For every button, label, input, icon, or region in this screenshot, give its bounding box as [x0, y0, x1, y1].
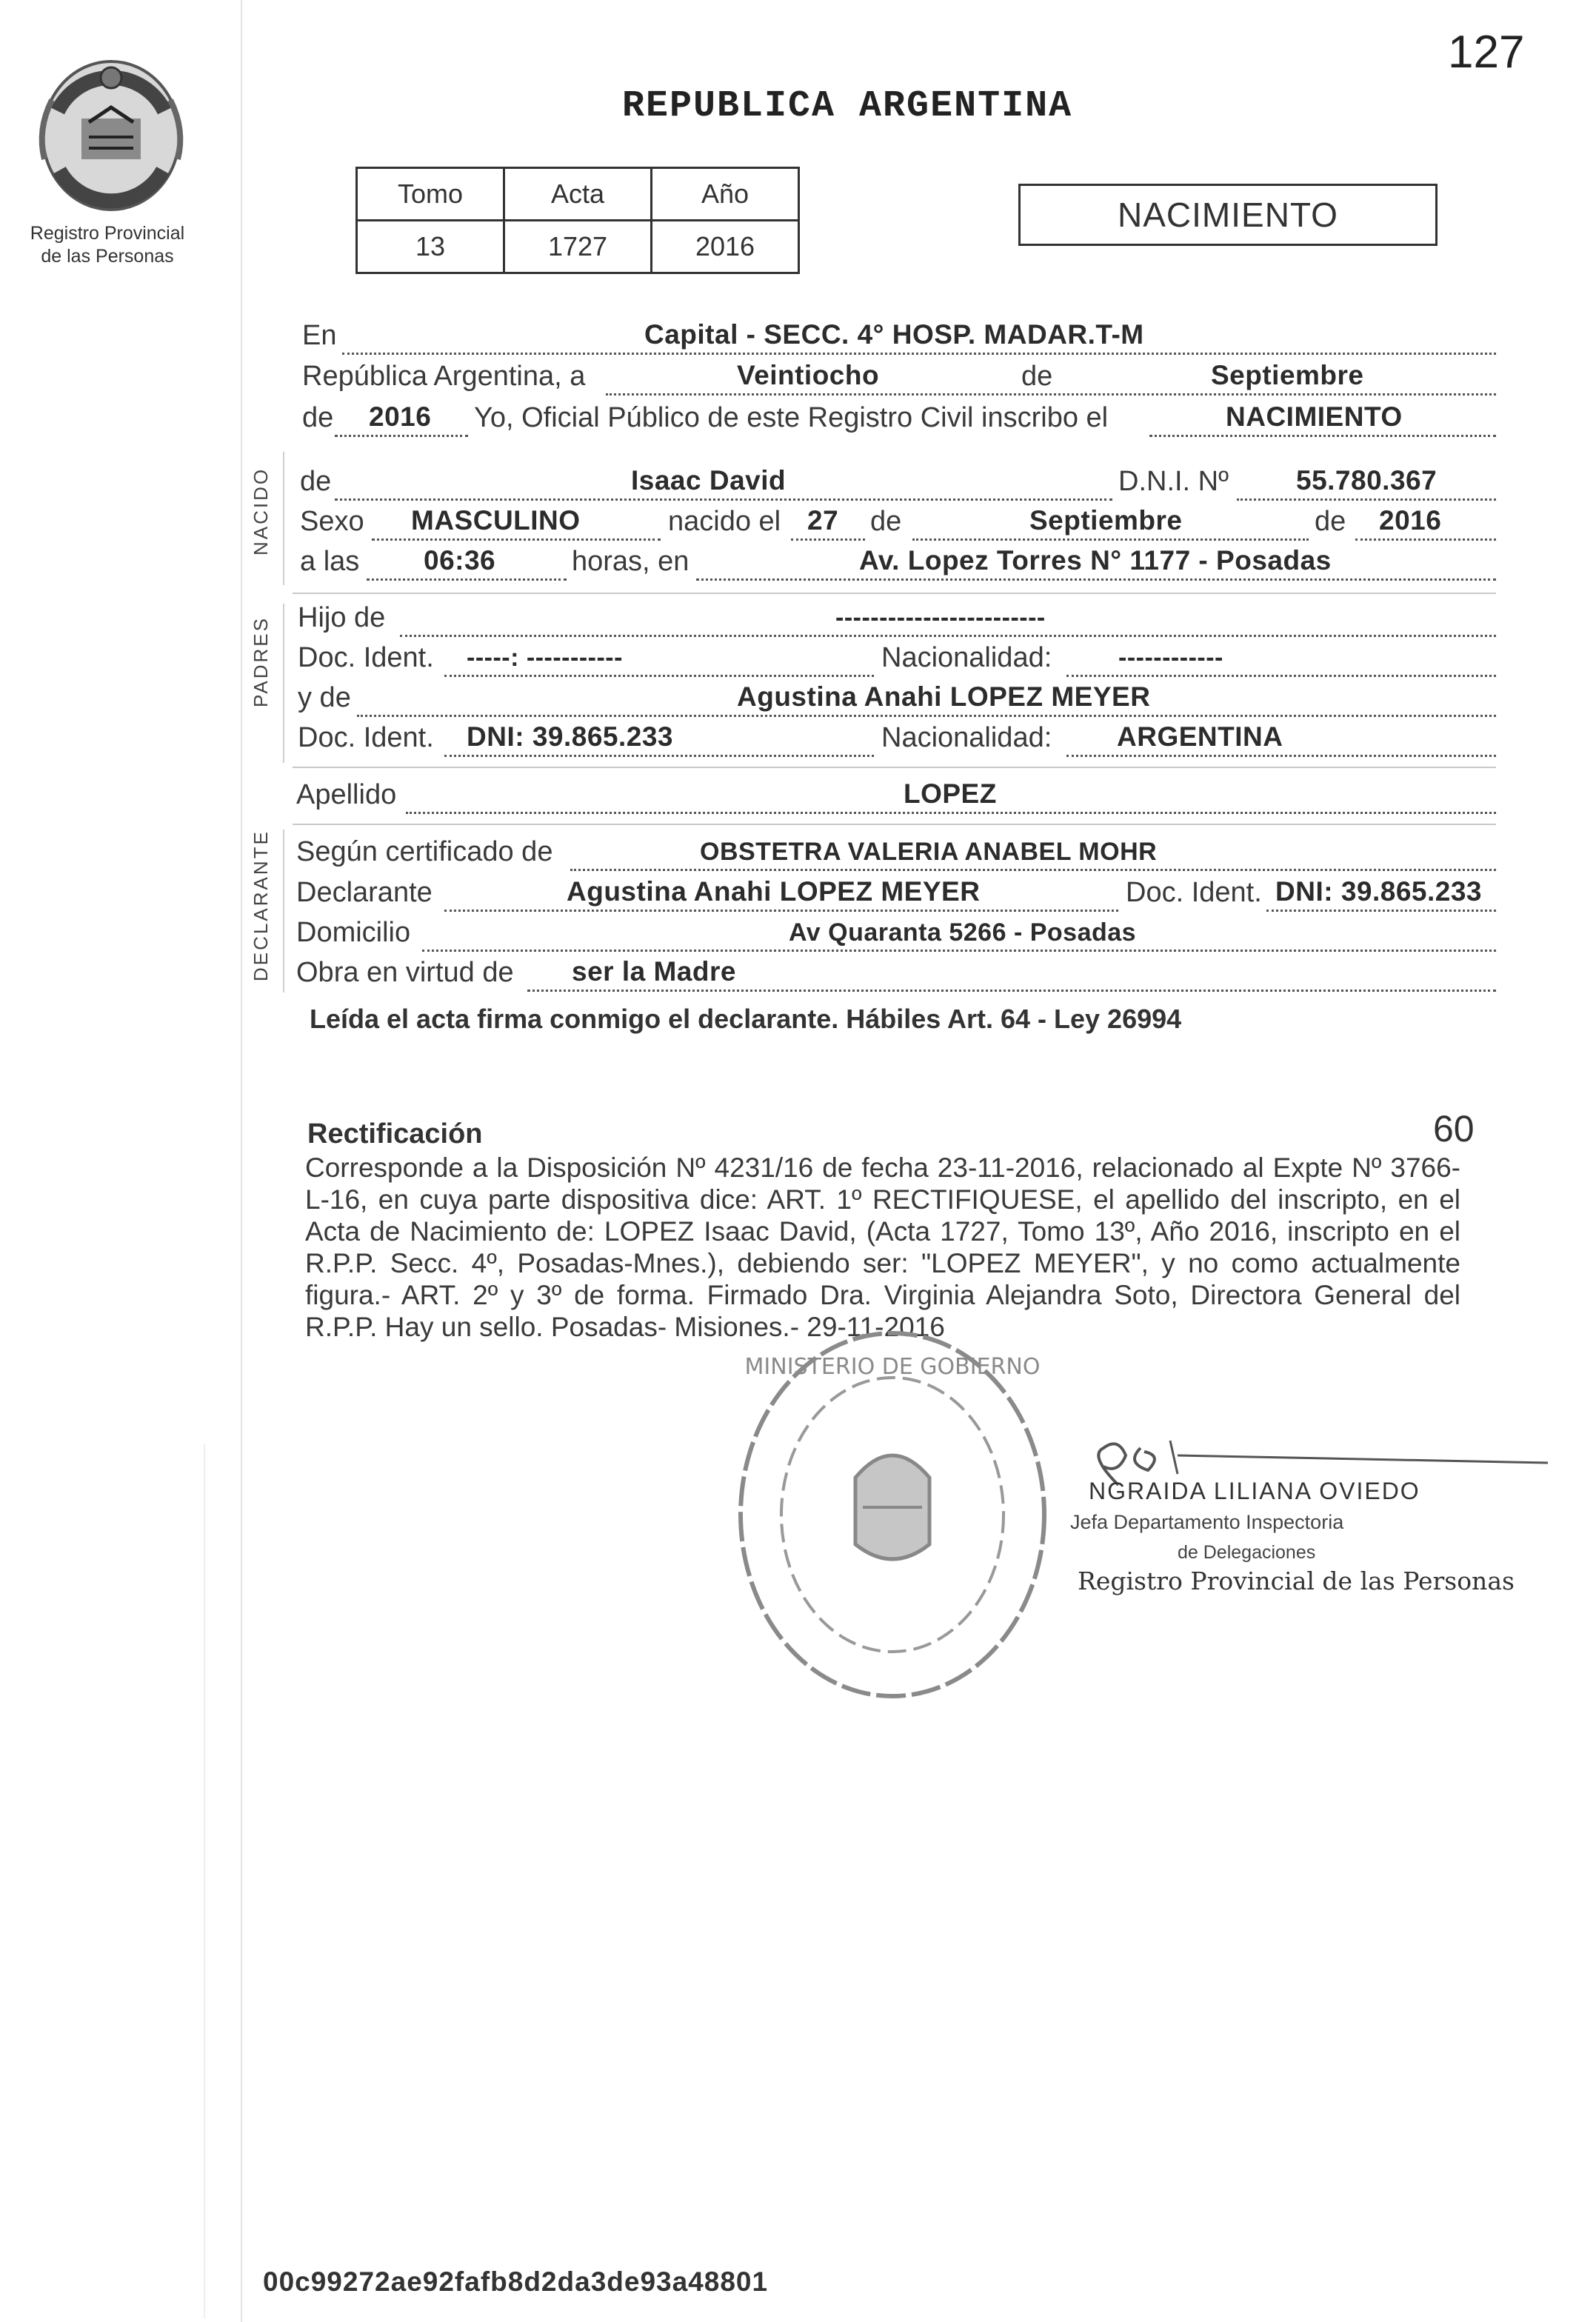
row-hijo-de: [296, 597, 1496, 638]
closing-statement: Leída el acta firma conmigo el declarante. Hábiles Art. 64 - Ley 26994: [310, 1004, 1182, 1034]
birth-day: 27: [807, 505, 839, 536]
field-label: Doc. Ident.: [298, 642, 434, 673]
registry-label: Registro Provincial de las Personas: [30, 223, 185, 267]
field-label: nacido el: [668, 506, 781, 537]
birth-month: Septiembre: [1029, 505, 1183, 536]
field-label: y de: [298, 682, 351, 713]
father-doc: -----: -----------: [467, 644, 623, 672]
row-sexo: [296, 501, 1496, 542]
declarant-name: Agustina Anahi LOPEZ MEYER: [567, 876, 981, 907]
left-margin-line: [241, 0, 242, 2322]
day-value: Veintiocho: [737, 360, 880, 390]
section-rule: [293, 824, 1496, 825]
row-nacido-name: [296, 461, 1496, 502]
side-label-declarante: DECLARANTE: [250, 830, 272, 981]
row-certificado: [296, 831, 1496, 873]
birth-year: 2016: [1379, 505, 1442, 536]
document-hash: 00c99272ae92fafb8d2da3de93a48801: [263, 2266, 769, 2297]
oficial-text: Yo, Oficial Público de este Registro Civil inscribo el: [474, 402, 1109, 433]
field-label: Apellido: [296, 779, 397, 810]
field-label: Doc. Ident.: [298, 722, 434, 753]
record-table-value-row: [357, 221, 799, 273]
row-en: [296, 315, 1496, 356]
field-label: En: [302, 320, 337, 351]
registered-event: NACIMIENTO: [1226, 401, 1403, 432]
mother-nationality: ARGENTINA: [1117, 721, 1283, 752]
section-divider: [283, 830, 284, 992]
father-nationality: ------------: [1118, 644, 1223, 672]
field-label: Doc. Ident.: [1126, 877, 1262, 908]
country-title: REPUBLICA ARGENTINA: [622, 85, 1073, 127]
field-label: de: [300, 466, 332, 497]
field-label: de: [1315, 506, 1346, 537]
sex-value: MASCULINO: [411, 505, 581, 536]
field-label: horas, en: [572, 546, 690, 577]
child-name: Isaac David: [631, 465, 787, 496]
ministry-seal-icon: [729, 1322, 1055, 1707]
row-domicilio: [296, 912, 1496, 953]
field-label: Hijo de: [298, 602, 386, 633]
rectification-title: Rectificación: [307, 1118, 483, 1150]
row-apellido: [296, 774, 1496, 815]
record-table-header-row: [357, 168, 799, 221]
row-father-doc: [296, 637, 1496, 678]
field-label: Declarante: [296, 877, 433, 908]
record-table-cell: 13: [357, 221, 504, 273]
section-rule: [293, 767, 1496, 768]
rectification-body: Corresponde a la Disposición Nº 4231/16 de fecha 23-11-2016, relacionado al Expte Nº 3766-L-16, en cuya parte dispositiva dice: ART. 1º RECTIFIQUESE, el apellido del inscripto, en el Acta de Nacimiento de: LOPEZ Isaac David, (Acta 1727, Tomo 13º, Año 2016, inscripto en el R.P.P. Secc. 4º, Posadas-Mnes.), debiendo ser: "LOPEZ MEYER", y no como actualmente figura.- ART. 2º y 3º de forma. Firmado Dra. Virginia Alejandra Soto, Directora General del R.P.P. Hay un sello. Posadas- Misiones.- 29-11-2016: [305, 1152, 1460, 1342]
declarant-doc: DNI: 39.865.233: [1275, 876, 1483, 907]
section-divider: [283, 604, 284, 763]
record-table: [355, 167, 800, 274]
field-label: a las: [300, 546, 360, 577]
month-value: Septiembre: [1211, 360, 1364, 390]
field-label: Sexo: [300, 506, 364, 537]
signer-name: NGRAIDA LILIANA OVIEDO: [1089, 1478, 1420, 1504]
signer-department: de Delegaciones: [1178, 1542, 1316, 1563]
field-label: de: [302, 402, 334, 433]
record-table-cell: 1727: [504, 221, 652, 273]
field-label: de: [1018, 361, 1055, 393]
mother-doc: DNI: 39.865.233: [467, 721, 674, 752]
signer-registry: Registro Provincial de las Personas: [1078, 1567, 1515, 1595]
capacity-value: ser la Madre: [572, 956, 736, 987]
row-declarante: [296, 872, 1496, 913]
field-label: Nacionalidad:: [881, 642, 1052, 673]
record-table-header: Acta: [504, 168, 652, 221]
section-divider: [283, 452, 284, 585]
svg-text:MINISTERIO DE GOBIERNO: MINISTERIO DE GOBIERNO: [744, 1354, 1041, 1380]
field-label: Domicilio: [296, 917, 411, 948]
certificate-issuer: OBSTETRA VALERIA ANABEL MOHR: [700, 838, 1158, 866]
province-emblem-icon: [30, 48, 193, 218]
field-label: República Argentina, a: [302, 361, 586, 392]
page-number: 127: [1448, 27, 1525, 78]
record-type-box: NACIMIENTO: [1018, 184, 1438, 246]
field-label: Nacionalidad:: [881, 722, 1052, 753]
field-label: Según certificado de: [296, 836, 553, 867]
left-margin-line-lower: [204, 1444, 205, 2318]
side-label-nacido: NACIDO: [250, 467, 272, 556]
rectification-number: 60: [1433, 1108, 1475, 1150]
record-table-cell: 2016: [652, 221, 799, 273]
father-name: ------------------------: [835, 604, 1046, 632]
record-table-header: Año: [652, 168, 799, 221]
birth-place: Av. Lopez Torres N° 1177 - Posadas: [859, 545, 1332, 576]
mother-name: Agustina Anahi LOPEZ MEYER: [737, 681, 1151, 712]
record-table-header: Tomo: [357, 168, 504, 221]
row-republica: [296, 356, 1496, 397]
row-obra: [296, 952, 1496, 993]
field-label: de: [870, 506, 902, 537]
year-value: 2016: [369, 401, 432, 432]
place-value: Capital - SECC. 4° HOSP. MADAR.T-M: [644, 319, 1144, 350]
address-value: Av Quaranta 5266 - Posadas: [789, 918, 1137, 947]
row-hora: [296, 541, 1496, 582]
row-mother-doc: [296, 717, 1496, 758]
birth-time: 06:36: [424, 545, 496, 576]
row-year: [296, 397, 1496, 438]
signer-title: Jefa Departamento Inspectoria: [1070, 1511, 1344, 1533]
side-label-padres: PADRES: [250, 616, 272, 707]
row-mother: [296, 677, 1496, 718]
field-label: D.N.I. Nº: [1118, 466, 1229, 497]
child-dni: 55.780.367: [1296, 465, 1438, 496]
field-label: Obra en virtud de: [296, 957, 514, 988]
surname-value: LOPEZ: [904, 778, 997, 809]
section-rule: [293, 593, 1496, 594]
